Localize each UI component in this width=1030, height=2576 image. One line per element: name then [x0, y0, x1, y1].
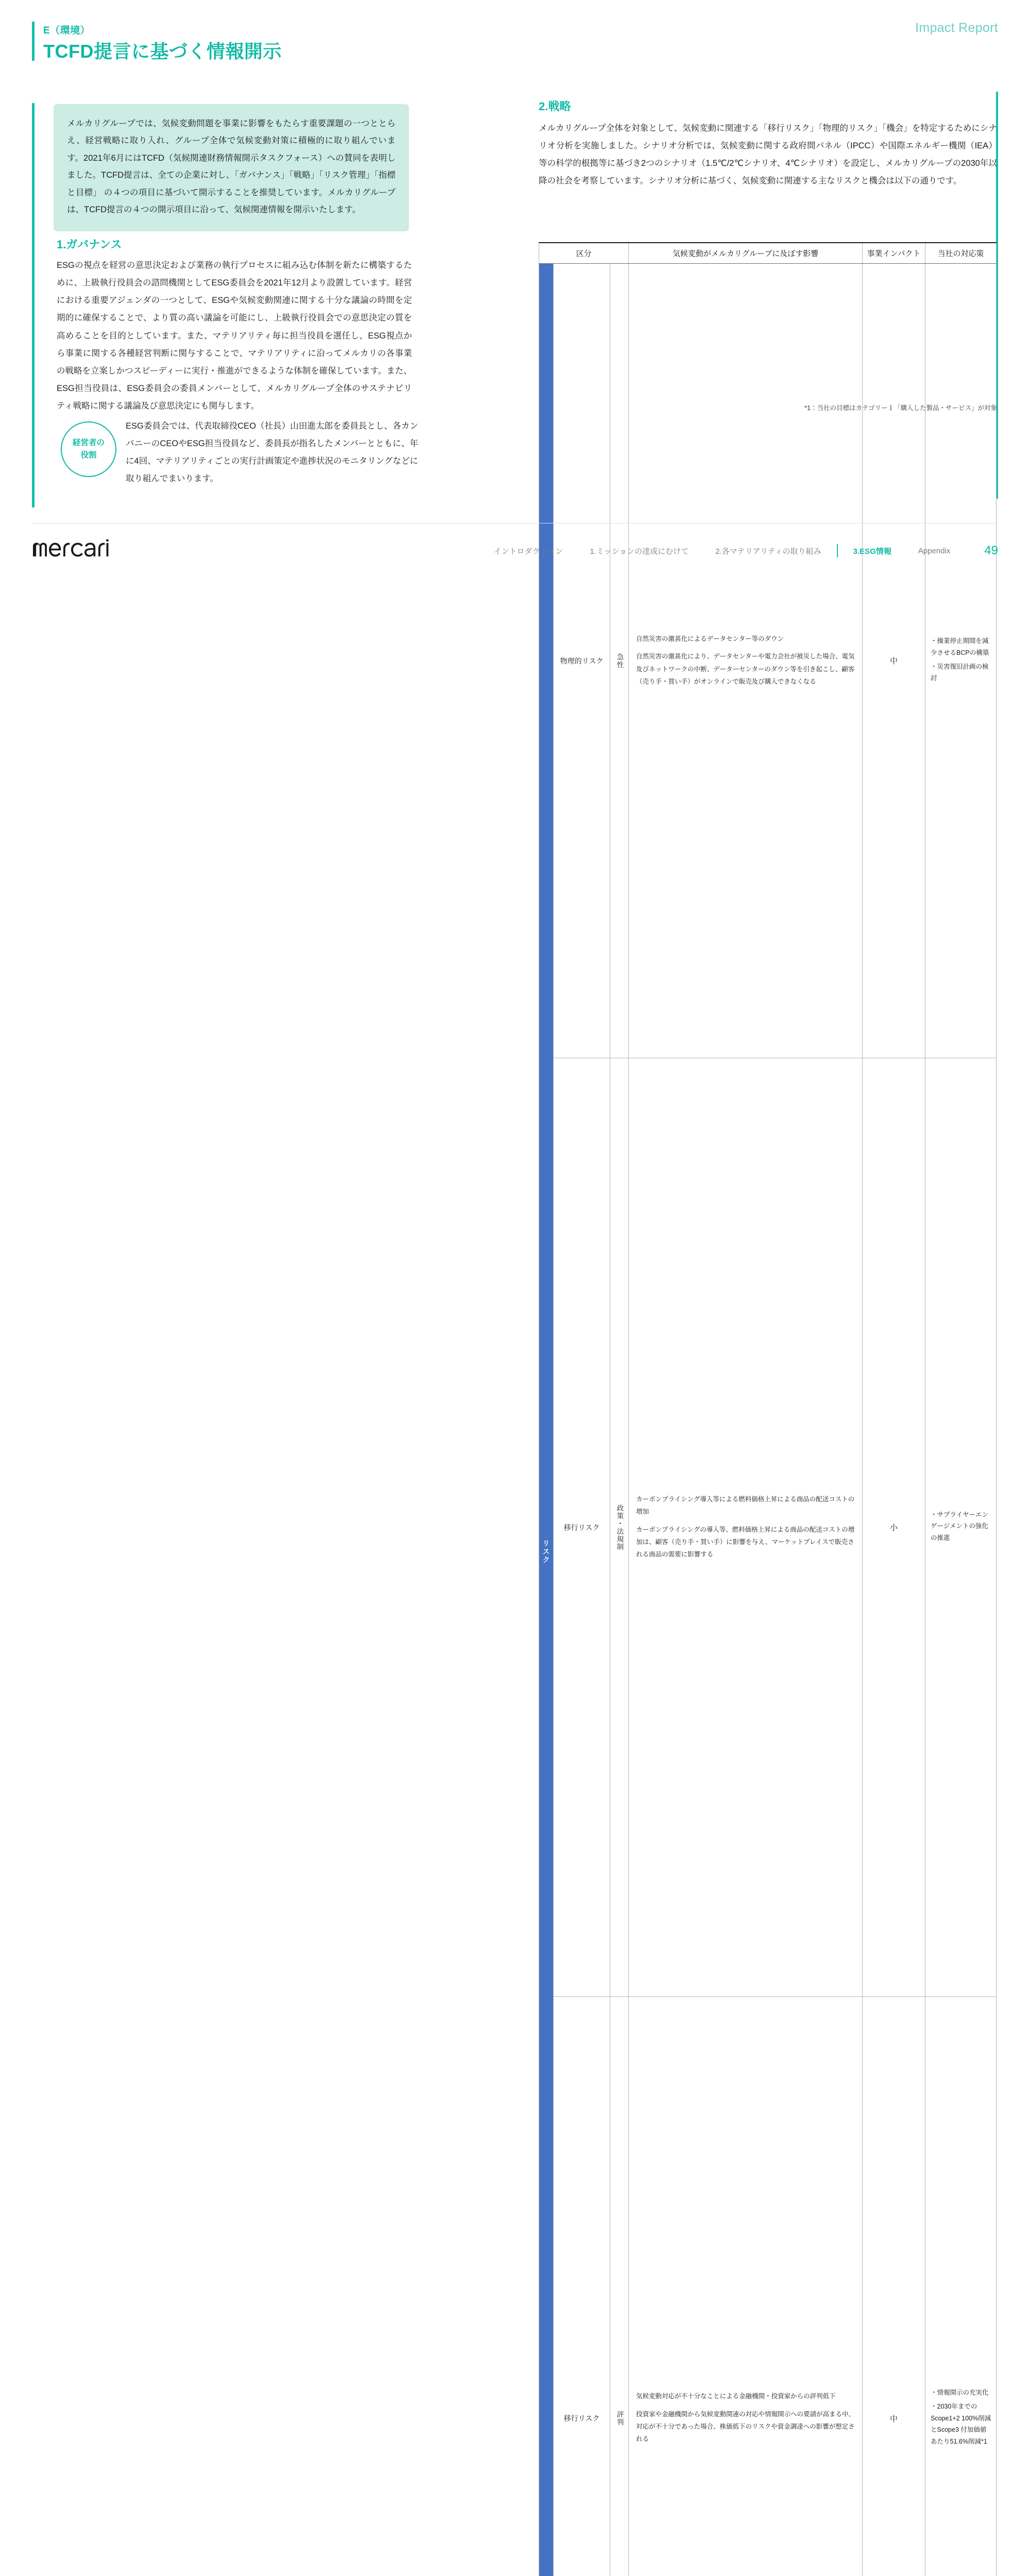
- climate-risk-table: [539, 242, 997, 2576]
- row-subtype-label: 急性: [614, 653, 625, 669]
- row-category: 物理的リスク: [554, 264, 610, 1058]
- table-footnote: *1：当社の目標はカテゴリー１「購入した製品・サービス」が対象: [804, 403, 997, 412]
- row-impact-detail: 投資家や金融機関から気候変動関連の対応や情報開示への要請が高まる中、対応が不十分であった場合、株価低下のリスクや資金調達への影響が想定される: [636, 2408, 855, 2446]
- col-header-measures: 当社の対応策: [925, 243, 997, 264]
- table-body: [539, 264, 997, 2576]
- page-footer: [0, 523, 1030, 580]
- table-row: [539, 264, 997, 1058]
- footer-nav-item-introduction[interactable]: イントロダクション: [480, 546, 577, 556]
- executive-role-badge-line1: 経営者の: [73, 437, 105, 449]
- row-measures: [925, 1997, 997, 2576]
- col-header-category: 区分: [539, 243, 629, 264]
- strategy-body: メルカリグループ全体を対象として、気候変動に関連する「移行リスク」「物理的リスク」「機会」を特定するためにシナリオ分析を実施しました。シナリオ分析では、気候変動に関する政府間パネル（IPCC）や国際エネルギー機関（IEA）等の科学的根拠等に基づき2つのシナリオ（1.5℃/2℃シナリオ、4℃シナリオ）を設定し、メルカリグループの2030年以降の社会を考察しています。シナリオ分析に基づく、気候変動に関連する主なリスクと機会は以下の通りです。: [539, 120, 997, 190]
- row-impact-description: [629, 1058, 863, 1997]
- measure-item: ・操業停止期間を減少させるBCPの構築: [931, 635, 992, 659]
- left-column: [0, 77, 515, 505]
- mercari-logo-icon: [32, 539, 109, 557]
- left-column-rule: [32, 103, 35, 507]
- executive-role-body: ESG委員会では、代表取締役CEO（社長）山田進太郎を委員長とし、各カンパニーのCEOやESG担当役員など、委員長が指名したメンバーとともに、年に4回、マテリアリティごとの実行計画策定や進捗状況のモニタリングなどに取り組んでまいります。: [126, 417, 418, 488]
- table-header: [539, 243, 997, 264]
- row-impact-description: [629, 264, 863, 1058]
- row-business-impact: 小: [863, 1058, 925, 1997]
- row-subtype: [610, 264, 629, 1058]
- row-subtype: [610, 1997, 629, 2576]
- strategy-heading: 2.戦略: [539, 98, 571, 114]
- page-title: TCFD提言に基づく情報開示: [43, 37, 282, 63]
- row-business-impact: 中: [863, 1997, 925, 2576]
- row-category: 移行リスク: [554, 1997, 610, 2576]
- row-measures: [925, 264, 997, 1058]
- row-subtype-label: 政策・法規制: [614, 1504, 625, 1551]
- governance-body: ESGの視点を経営の意思決定および業務の執行プロセスに組み込む体制を新たに構築するために、上級執行役員会の諮問機関としてESG委員会を2021年12月より設置しています。経営における重要アジェンダの一つとして、ESGや気候変動関連に関する十分な議論の時間を定期的に確保することで、より質の高い議論を可能にし、上級執行役員会での意思決定の質を高めることを目的としています。また、マテリアリティ毎に担当役員を選任し、ESG視点から事業に関する各種経営判断に関与することで、マテリアリティに沿ってメルカリの各事業の戦略を立案しかつスピーディーに実行・推進ができるような体制を確保しています。また、ESG担当役員は、ESG委員会の委員メンバーとして、メルカリグループ全体のサステナビリティ戦略に関する議論及び意思決定にも関与します。: [57, 257, 412, 415]
- executive-role-badge: [61, 421, 116, 477]
- mercari-logo: [32, 539, 109, 557]
- intro-callout-box: [54, 104, 409, 231]
- executive-role-badge-line2: 役割: [80, 449, 96, 462]
- measure-item: ・2030年までのScope1+2 100%削減とScope3 付加価値あたり51.6%削減*1: [931, 2401, 992, 2448]
- footer-nav-separator: [837, 544, 838, 557]
- group-strip-risk: [539, 264, 554, 2576]
- col-header-business-impact: 事業インパクト: [863, 243, 925, 264]
- header-eyebrow: E（環境）: [43, 23, 90, 37]
- governance-heading: 1.ガバナンス: [57, 236, 122, 252]
- row-category: 移行リスク: [554, 1058, 610, 1997]
- intro-paragraph: メルカリグループでは、気候変動問題を事業に影響をもたらす重要課題の一つととらえ、経営戦略に取り入れ、グループ全体で気候変動対策に積極的に取り組んでいます。2021年6月にはTCFD（気候関連財務情報開示タスクフォース）への賛同を表明しました。TCFD提言は、全ての企業に対し、「ガバナンス」「戦略」「リスク管理」「指標と目標」 の４つの項目に基づいて開示することを推奨しています。メルカリグループは、TCFD提言の４つの開示項目に沿って、気候関連情報を開示いたします。: [67, 115, 396, 219]
- table-row: [539, 1997, 997, 2576]
- row-subtype-label: 評判: [614, 2411, 625, 2426]
- risk-table-wrapper: [539, 242, 996, 2576]
- table-row: [539, 1058, 997, 1997]
- footer-nav-item-materiality[interactable]: 2.各マテリアリティの取り組み: [702, 546, 834, 556]
- footer-nav[interactable]: [480, 544, 999, 558]
- measure-item: ・サプライヤーエンゲージメントの強化の推進: [931, 1509, 992, 1544]
- footer-nav-item-esg[interactable]: 3.ESG情報: [840, 546, 905, 556]
- measure-item: ・災害復旧計画の検討: [931, 661, 992, 685]
- measure-item: ・情報開示の充実化: [931, 2387, 992, 2399]
- row-subtype: [610, 1058, 629, 1997]
- page-header: [0, 0, 1030, 72]
- table-header-row: [539, 243, 997, 264]
- row-measures: [925, 1058, 997, 1997]
- report-page: [0, 0, 1030, 580]
- row-impact-lead: カーボンプライシング導入等による燃料価格上昇による商品の配送コストの増加: [636, 1493, 855, 1518]
- row-impact-description: [629, 1997, 863, 2576]
- row-impact-lead: 自然災害の激甚化によるデータセンター等のダウン: [636, 633, 855, 645]
- row-impact-detail: 自然災害の激甚化により、データセンターや電力会社が被災した場合、電気及びネットワークの中断、データーセンターのダウン等を引き起こし、顧客（売り手・買い手）がオンラインで販売及び購入できなくなる: [636, 650, 855, 688]
- row-impact-lead: 気候変動対応が不十分なことによる金融機関・投資家からの評判低下: [636, 2390, 855, 2402]
- header-accent-bar: [32, 22, 35, 61]
- col-header-impact-desc: 気候変動がメルカリグループに及ぼす影響: [629, 243, 863, 264]
- row-impact-detail: カーボンプライシングの導入等、燃料価格上昇による商品の配送コストの増加は、顧客（売り手・買い手）に影響を与え、マーケットプレイスで販売される商品の需要に影響する: [636, 1523, 855, 1561]
- page-number: 49: [964, 544, 998, 558]
- row-business-impact: 中: [863, 264, 925, 1058]
- footer-nav-item-appendix[interactable]: Appendix: [905, 547, 964, 555]
- footer-nav-item-mission[interactable]: 1.ミッションの達成にむけて: [576, 546, 702, 556]
- right-column: [520, 77, 1030, 520]
- report-label: Impact Report: [915, 21, 998, 36]
- group-strip-risk-label: リスク: [539, 264, 553, 2576]
